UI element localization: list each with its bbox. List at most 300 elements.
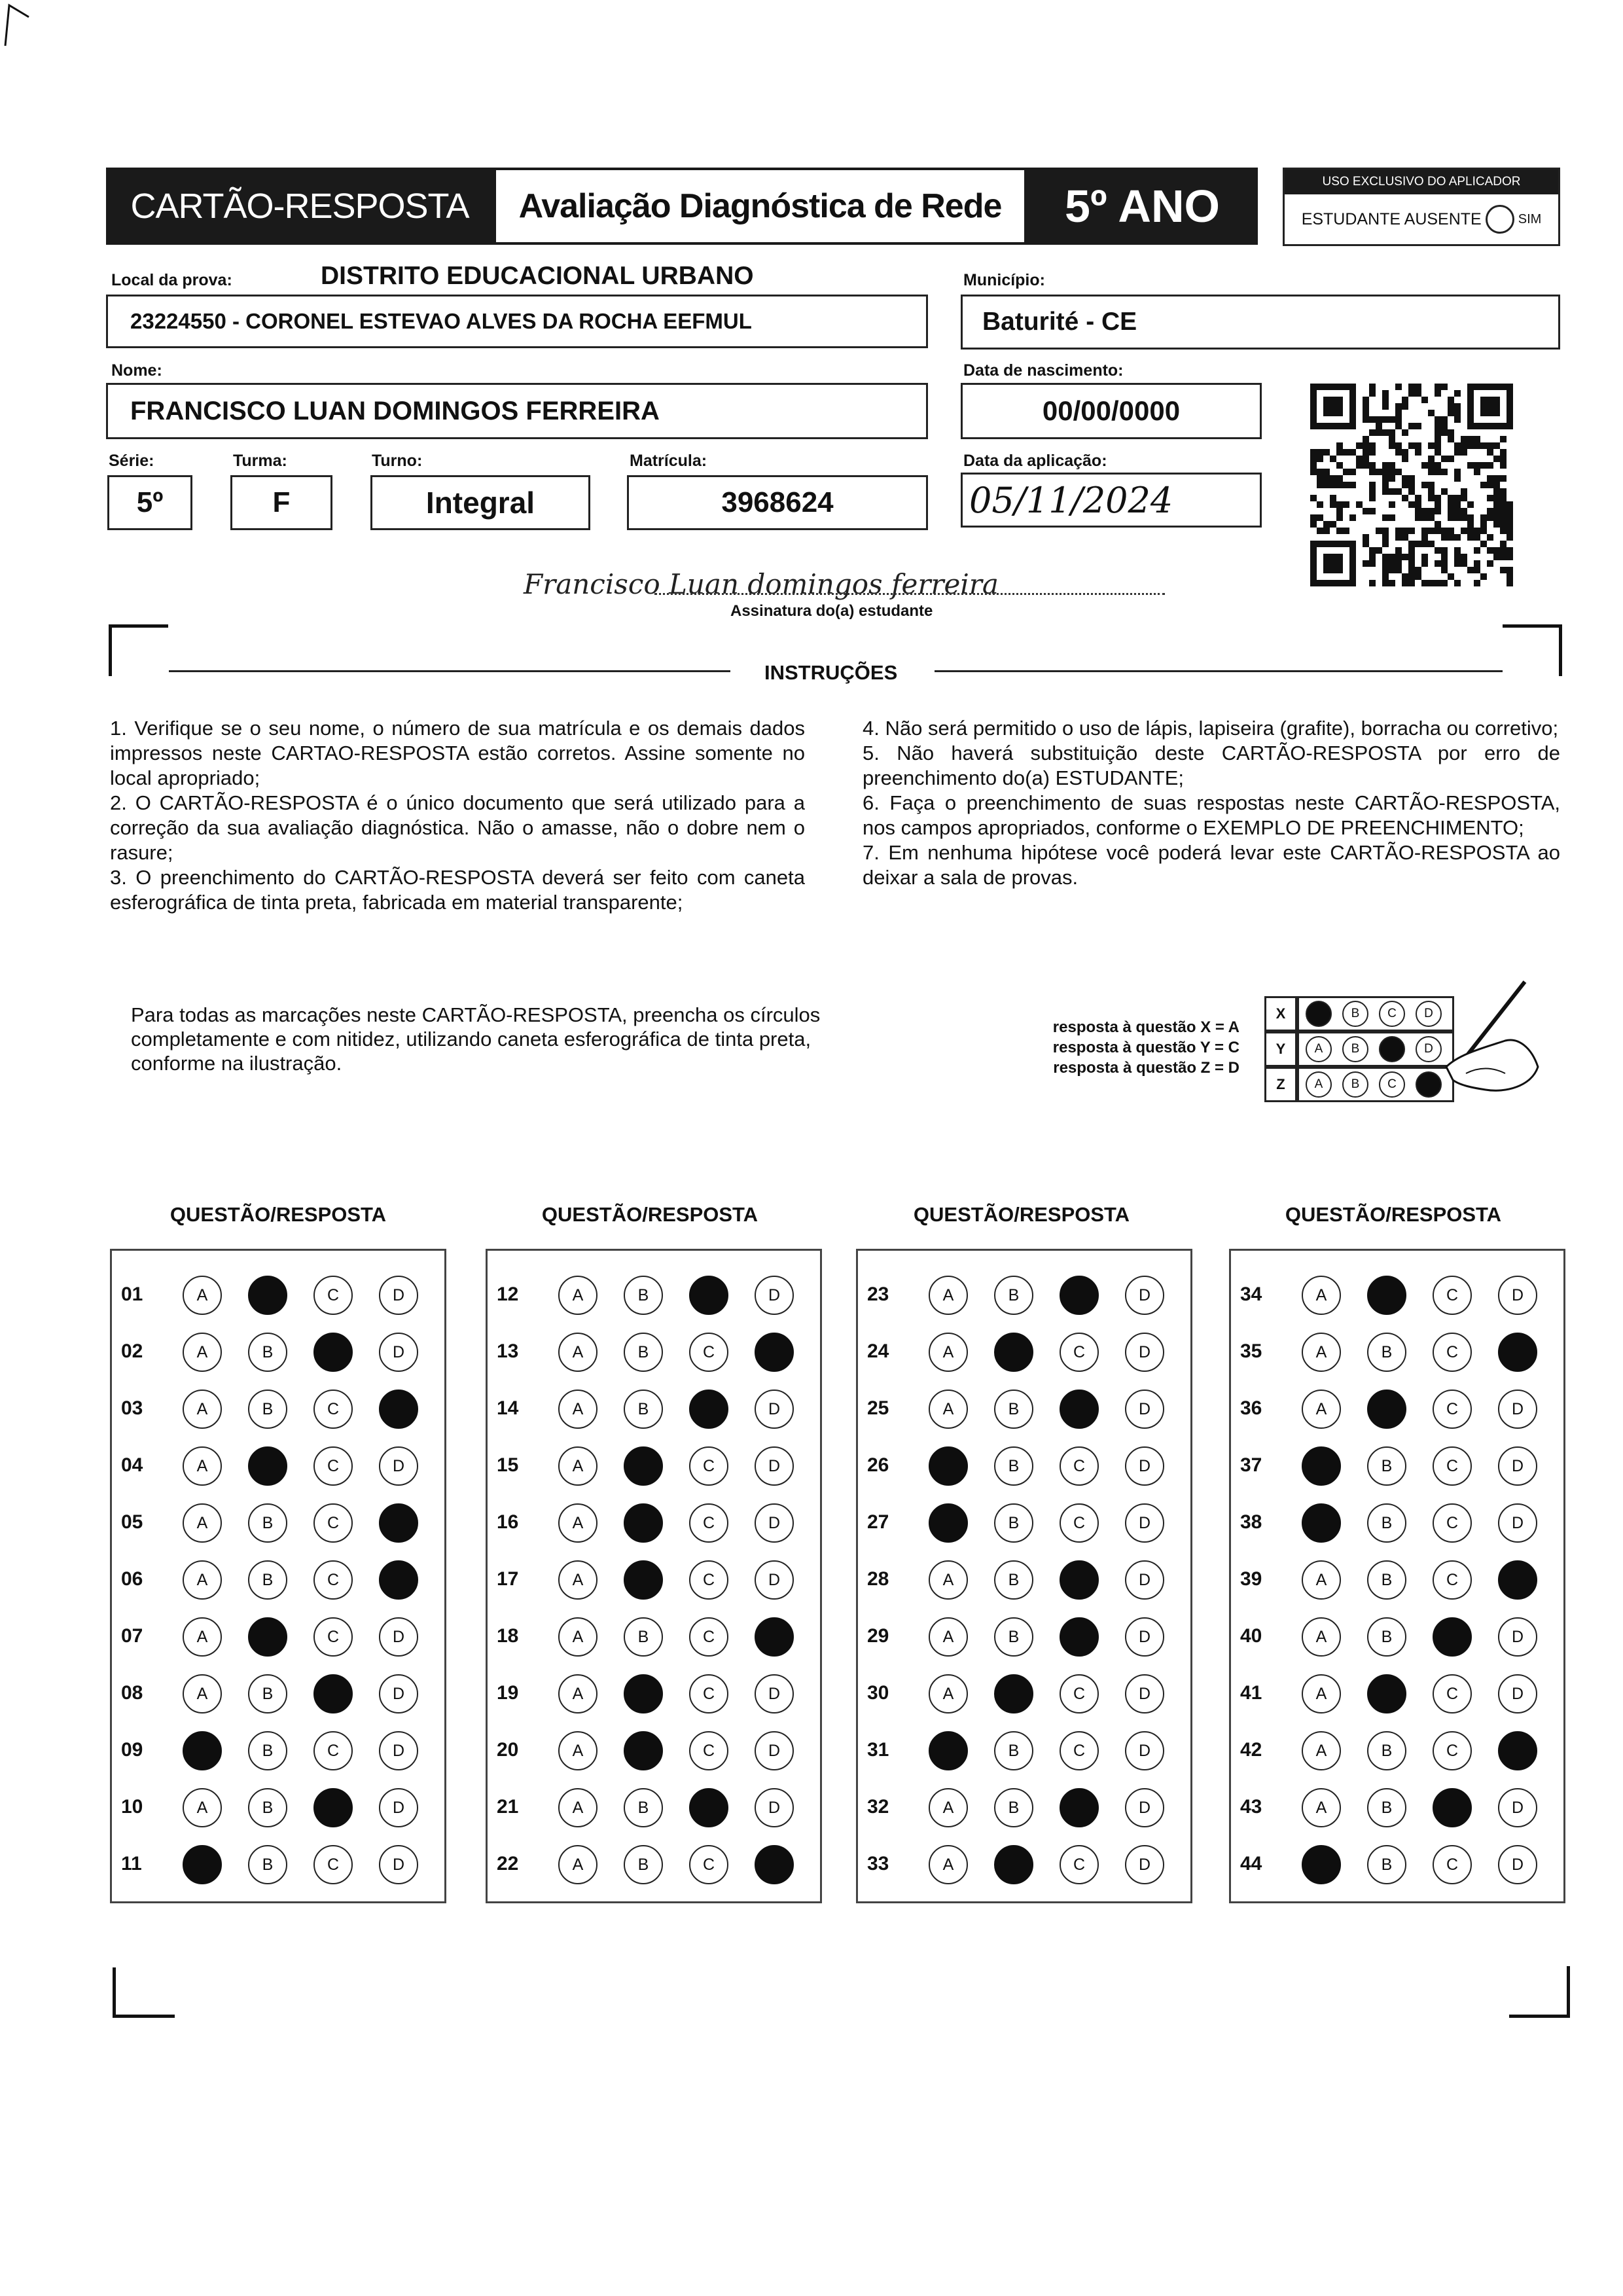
applicator-label: USO EXCLUSIVO DO APLICADOR bbox=[1285, 170, 1558, 194]
question-number: 32 bbox=[867, 1796, 889, 1818]
question-number: 09 bbox=[121, 1739, 143, 1761]
answer-bubble-c[interactable]: C bbox=[1433, 1390, 1472, 1429]
instructions-left bbox=[110, 716, 805, 915]
answer-bubble-b[interactable]: B bbox=[1367, 1617, 1406, 1657]
answer-bubble-a[interactable]: A bbox=[558, 1446, 597, 1486]
answer-bubble-d[interactable]: D bbox=[1125, 1503, 1164, 1543]
column-title: QUESTÃO/RESPOSTA bbox=[913, 1203, 1130, 1226]
answer-bubble-c[interactable]: C bbox=[1433, 1503, 1472, 1543]
answer-bubble-a[interactable]: A bbox=[183, 1390, 222, 1429]
answer-bubble-d[interactable]: D bbox=[1125, 1560, 1164, 1600]
example-bubble-c: C bbox=[1379, 1001, 1405, 1027]
answer-bubble-d[interactable]: D bbox=[1125, 1845, 1164, 1884]
answer-row bbox=[112, 1731, 448, 1770]
answer-bubble-a[interactable] bbox=[1302, 1503, 1341, 1543]
turma-label: Turma: bbox=[233, 452, 287, 470]
question-number: 44 bbox=[1240, 1853, 1262, 1874]
question-number: 15 bbox=[497, 1454, 519, 1476]
answer-row bbox=[488, 1276, 824, 1315]
answer-bubble-c[interactable]: C bbox=[313, 1503, 353, 1543]
answer-bubble-c[interactable]: C bbox=[689, 1674, 728, 1713]
answer-bubble-a[interactable] bbox=[183, 1845, 222, 1884]
answer-bubble-d[interactable]: D bbox=[379, 1617, 418, 1657]
answer-bubble-c[interactable]: C bbox=[313, 1560, 353, 1600]
example-bubble-b: B bbox=[1342, 1071, 1368, 1098]
corner-mark-top-left bbox=[109, 624, 168, 676]
example-legend-line: resposta à questão X = A bbox=[1052, 1018, 1240, 1036]
answer-bubble-b[interactable]: B bbox=[1367, 1731, 1406, 1770]
question-number: 43 bbox=[1240, 1796, 1262, 1818]
answer-row bbox=[112, 1503, 448, 1543]
answer-bubble-c[interactable] bbox=[1060, 1276, 1099, 1315]
answer-bubble-a[interactable]: A bbox=[558, 1390, 597, 1429]
answer-bubble-d[interactable]: D bbox=[755, 1560, 794, 1600]
question-number: 37 bbox=[1240, 1454, 1262, 1476]
answer-bubble-b[interactable] bbox=[624, 1446, 663, 1486]
absent-checkbox[interactable] bbox=[1486, 205, 1514, 234]
answer-bubble-c[interactable]: C bbox=[689, 1560, 728, 1600]
answer-bubble-d[interactable]: D bbox=[379, 1446, 418, 1486]
answer-bubble-d[interactable]: D bbox=[1498, 1617, 1537, 1657]
answer-bubble-c[interactable]: C bbox=[1433, 1333, 1472, 1372]
question-number: 19 bbox=[497, 1682, 519, 1704]
answer-bubble-a[interactable]: A bbox=[929, 1276, 968, 1315]
local-label: Local da prova: bbox=[111, 271, 232, 289]
example-bubble-d: D bbox=[1416, 1001, 1442, 1027]
instruction-item: 6. Faça o preenchimento de suas respostas neste CARTÃO-RESPOSTA, nos campos apropriados, conforme o EXEMPLO DE PREENCHIMENTO; bbox=[863, 791, 1560, 839]
answer-bubble-d[interactable]: D bbox=[1498, 1788, 1537, 1827]
example-legend-line: resposta à questão Y = C bbox=[1052, 1039, 1240, 1056]
answer-bubble-a[interactable]: A bbox=[929, 1845, 968, 1884]
answer-bubble-c[interactable] bbox=[1060, 1390, 1099, 1429]
example-grid bbox=[1264, 996, 1454, 1102]
answer-row bbox=[112, 1674, 448, 1713]
answer-bubble-a[interactable]: A bbox=[1302, 1674, 1341, 1713]
corner-mark-bottom-right bbox=[1509, 1966, 1570, 2018]
answer-row bbox=[488, 1674, 824, 1713]
aplicacao-label: Data da aplicação: bbox=[963, 452, 1107, 470]
answer-bubble-a[interactable]: A bbox=[558, 1503, 597, 1543]
answer-bubble-b[interactable] bbox=[624, 1731, 663, 1770]
answer-row bbox=[1231, 1617, 1567, 1657]
answer-row bbox=[1231, 1560, 1567, 1600]
answer-bubble-c[interactable] bbox=[1433, 1788, 1472, 1827]
answer-row bbox=[1231, 1845, 1567, 1884]
answer-bubble-c[interactable]: C bbox=[1433, 1560, 1472, 1600]
question-number: 42 bbox=[1240, 1739, 1262, 1761]
question-number: 23 bbox=[867, 1283, 889, 1305]
answer-bubble-c[interactable]: C bbox=[1433, 1731, 1472, 1770]
answer-bubble-a[interactable]: A bbox=[929, 1333, 968, 1372]
serie-label: Série: bbox=[109, 452, 154, 470]
answer-bubble-d[interactable]: D bbox=[755, 1788, 794, 1827]
absent-label: ESTUDANTE AUSENTE bbox=[1301, 209, 1482, 228]
answer-bubble-c[interactable]: C bbox=[313, 1845, 353, 1884]
answer-bubble-c[interactable] bbox=[1060, 1788, 1099, 1827]
answer-bubble-c[interactable]: C bbox=[313, 1276, 353, 1315]
answer-bubble-a[interactable] bbox=[929, 1446, 968, 1486]
answer-bubble-c[interactable]: C bbox=[1060, 1674, 1099, 1713]
question-number: 20 bbox=[497, 1739, 519, 1761]
signature-label: Assinatura do(a) estudante bbox=[730, 602, 933, 620]
answer-bubble-d[interactable] bbox=[379, 1390, 418, 1429]
local-field: 23224550 - CORONEL ESTEVAO ALVES DA ROCHA EEFMUL bbox=[106, 295, 928, 348]
answer-bubble-d[interactable]: D bbox=[755, 1276, 794, 1315]
answer-bubble-c[interactable]: C bbox=[313, 1446, 353, 1486]
answer-row bbox=[858, 1788, 1194, 1827]
answer-bubble-b[interactable] bbox=[994, 1333, 1033, 1372]
question-number: 02 bbox=[121, 1340, 143, 1362]
answer-row bbox=[488, 1788, 824, 1827]
answer-bubble-a[interactable]: A bbox=[558, 1731, 597, 1770]
answer-bubble-d[interactable]: D bbox=[1498, 1276, 1537, 1315]
answer-bubble-a[interactable] bbox=[929, 1731, 968, 1770]
answer-bubble-b[interactable] bbox=[994, 1845, 1033, 1884]
answer-bubble-b[interactable] bbox=[624, 1503, 663, 1543]
answer-bubble-c[interactable]: C bbox=[1433, 1674, 1472, 1713]
municipio-label: Município: bbox=[963, 271, 1045, 289]
answer-bubble-d[interactable]: D bbox=[1125, 1333, 1164, 1372]
nascimento-field: 00/00/0000 bbox=[961, 383, 1262, 439]
answer-row bbox=[1231, 1333, 1567, 1372]
example-bubble-b: B bbox=[1342, 1001, 1368, 1027]
answer-bubble-c[interactable] bbox=[1060, 1617, 1099, 1657]
answer-row bbox=[858, 1276, 1194, 1315]
answer-bubble-b[interactable]: B bbox=[248, 1333, 287, 1372]
example-legend bbox=[1026, 1017, 1240, 1078]
answer-bubble-a[interactable]: A bbox=[558, 1788, 597, 1827]
instruction-item: 3. O preenchimento do CARTÃO-RESPOSTA deverá ser feito com caneta esferográfica de tinta preta, fabricada em material transparente; bbox=[110, 866, 805, 914]
answer-bubble-d[interactable]: D bbox=[1125, 1674, 1164, 1713]
answer-bubble-d[interactable]: D bbox=[1125, 1617, 1164, 1657]
question-number: 35 bbox=[1240, 1340, 1262, 1362]
answer-bubble-b[interactable] bbox=[248, 1276, 287, 1315]
answer-bubble-d[interactable]: D bbox=[1498, 1390, 1537, 1429]
answer-bubble-d[interactable] bbox=[379, 1503, 418, 1543]
answer-bubble-a[interactable]: A bbox=[183, 1560, 222, 1600]
example-bubble-c bbox=[1379, 1036, 1405, 1062]
answer-bubble-d[interactable]: D bbox=[1125, 1788, 1164, 1827]
answer-bubble-a[interactable]: A bbox=[1302, 1333, 1341, 1372]
answer-bubble-d[interactable]: D bbox=[379, 1333, 418, 1372]
question-number: 03 bbox=[121, 1397, 143, 1419]
column-title: QUESTÃO/RESPOSTA bbox=[169, 1203, 387, 1226]
instructions-title: INSTRUÇÕES bbox=[764, 661, 898, 684]
answer-bubble-c[interactable] bbox=[313, 1674, 353, 1713]
answer-bubble-b[interactable] bbox=[624, 1674, 663, 1713]
answer-bubble-c[interactable]: C bbox=[313, 1731, 353, 1770]
answer-bubble-a[interactable]: A bbox=[183, 1674, 222, 1713]
answer-bubble-d[interactable]: D bbox=[1125, 1276, 1164, 1315]
answer-row bbox=[1231, 1446, 1567, 1486]
question-number: 41 bbox=[1240, 1682, 1262, 1704]
answer-bubble-b[interactable]: B bbox=[248, 1560, 287, 1600]
example-bubble-a bbox=[1306, 1001, 1332, 1027]
grade-title: 5º ANO bbox=[1027, 168, 1258, 245]
column-title: QUESTÃO/RESPOSTA bbox=[541, 1203, 758, 1226]
answer-bubble-d[interactable] bbox=[755, 1617, 794, 1657]
question-number: 14 bbox=[497, 1397, 519, 1419]
corner-mark-bottom-left bbox=[113, 1967, 175, 2018]
answer-row bbox=[488, 1503, 824, 1543]
answer-bubble-c[interactable]: C bbox=[1060, 1503, 1099, 1543]
answer-bubble-b[interactable]: B bbox=[248, 1503, 287, 1543]
question-number: 34 bbox=[1240, 1283, 1262, 1305]
nascimento-label: Data de nascimento: bbox=[963, 361, 1124, 380]
answer-bubble-d[interactable]: D bbox=[1125, 1446, 1164, 1486]
question-number: 04 bbox=[121, 1454, 143, 1476]
answer-bubble-b[interactable] bbox=[248, 1446, 287, 1486]
answer-bubble-d[interactable] bbox=[755, 1333, 794, 1372]
answer-column-4 bbox=[1229, 1249, 1565, 1903]
turno-field: Integral bbox=[370, 475, 590, 530]
answer-bubble-c[interactable]: C bbox=[1060, 1446, 1099, 1486]
answer-bubble-c[interactable] bbox=[1060, 1560, 1099, 1600]
instruction-item: 1. Verifique se o seu nome, o número de sua matrícula e os demais dados impressos neste CARTAO-RESPOSTA estão corretos. Assine somente no local apropriado; bbox=[110, 717, 805, 789]
answer-bubble-d[interactable]: D bbox=[379, 1674, 418, 1713]
answer-bubble-b[interactable]: B bbox=[624, 1617, 663, 1657]
answer-bubble-b[interactable] bbox=[248, 1617, 287, 1657]
answer-bubble-b[interactable]: B bbox=[1367, 1560, 1406, 1600]
answer-row bbox=[1231, 1731, 1567, 1770]
answer-bubble-b[interactable] bbox=[624, 1560, 663, 1600]
answer-bubble-c[interactable] bbox=[313, 1788, 353, 1827]
example-row-label: X bbox=[1264, 996, 1297, 1031]
answer-bubble-b[interactable]: B bbox=[994, 1276, 1033, 1315]
answer-bubble-c[interactable] bbox=[313, 1333, 353, 1372]
answer-bubble-d[interactable]: D bbox=[1498, 1845, 1537, 1884]
answer-bubble-a[interactable]: A bbox=[929, 1788, 968, 1827]
answer-bubble-c[interactable]: C bbox=[1433, 1446, 1472, 1486]
answer-bubble-c[interactable]: C bbox=[689, 1333, 728, 1372]
question-number: 29 bbox=[867, 1625, 889, 1647]
answer-row bbox=[112, 1276, 448, 1315]
question-number: 01 bbox=[121, 1283, 143, 1305]
answer-row bbox=[1231, 1788, 1567, 1827]
answer-bubble-b[interactable]: B bbox=[994, 1617, 1033, 1657]
answer-bubble-b[interactable]: B bbox=[248, 1845, 287, 1884]
answer-row bbox=[1231, 1276, 1567, 1315]
answer-bubble-b[interactable]: B bbox=[1367, 1446, 1406, 1486]
answer-bubble-c[interactable]: C bbox=[1060, 1333, 1099, 1372]
answer-bubble-c[interactable] bbox=[689, 1390, 728, 1429]
answer-bubble-d[interactable]: D bbox=[379, 1845, 418, 1884]
exam-title: Avaliação Diagnóstica de Rede bbox=[493, 168, 1027, 245]
answer-bubble-a[interactable]: A bbox=[183, 1333, 222, 1372]
answer-bubble-c[interactable]: C bbox=[689, 1617, 728, 1657]
answer-row bbox=[488, 1845, 824, 1884]
answer-bubble-a[interactable]: A bbox=[1302, 1560, 1341, 1600]
answer-bubble-c[interactable]: C bbox=[689, 1446, 728, 1486]
serie-field: 5º bbox=[107, 475, 192, 530]
answer-bubble-b[interactable]: B bbox=[248, 1731, 287, 1770]
answer-bubble-a[interactable] bbox=[929, 1503, 968, 1543]
answer-bubble-a[interactable]: A bbox=[558, 1617, 597, 1657]
question-number: 27 bbox=[867, 1511, 889, 1533]
answer-bubble-a[interactable]: A bbox=[1302, 1731, 1341, 1770]
answer-bubble-b[interactable]: B bbox=[1367, 1845, 1406, 1884]
answer-bubble-c[interactable] bbox=[1433, 1617, 1472, 1657]
answer-bubble-a[interactable]: A bbox=[1302, 1276, 1341, 1315]
question-number: 13 bbox=[497, 1340, 519, 1362]
answer-bubble-d[interactable]: D bbox=[755, 1731, 794, 1770]
answer-bubble-c[interactable]: C bbox=[313, 1617, 353, 1657]
corner-mark-top-right bbox=[1503, 624, 1562, 676]
nome-label: Nome: bbox=[111, 361, 162, 380]
sim-label: SIM bbox=[1518, 211, 1542, 226]
answer-bubble-a[interactable]: A bbox=[558, 1333, 597, 1372]
answer-bubble-d[interactable]: D bbox=[755, 1674, 794, 1713]
instruction-item: 2. O CARTÃO-RESPOSTA é o único documento que será utilizado para a correção da sua avaliação diagnóstica. Não o amasse, não o dobre nem o rasure; bbox=[110, 791, 805, 864]
answer-bubble-b[interactable]: B bbox=[994, 1788, 1033, 1827]
answer-bubble-b[interactable]: B bbox=[994, 1503, 1033, 1543]
answer-bubble-a[interactable] bbox=[1302, 1446, 1341, 1486]
answer-row bbox=[858, 1503, 1194, 1543]
question-number: 38 bbox=[1240, 1511, 1262, 1533]
answer-bubble-b[interactable]: B bbox=[994, 1446, 1033, 1486]
example-bubble-c: C bbox=[1379, 1071, 1405, 1098]
answer-row bbox=[112, 1788, 448, 1827]
answer-bubble-a[interactable]: A bbox=[1302, 1390, 1341, 1429]
example-bubble-a: A bbox=[1306, 1071, 1332, 1098]
question-number: 11 bbox=[121, 1853, 142, 1874]
answer-row bbox=[112, 1446, 448, 1486]
answer-bubble-d[interactable] bbox=[379, 1560, 418, 1600]
answer-row bbox=[488, 1731, 824, 1770]
answer-bubble-d[interactable] bbox=[1498, 1333, 1537, 1372]
question-number: 36 bbox=[1240, 1397, 1262, 1419]
answer-bubble-b[interactable] bbox=[1367, 1276, 1406, 1315]
question-number: 39 bbox=[1240, 1568, 1262, 1590]
column-title: QUESTÃO/RESPOSTA bbox=[1285, 1203, 1502, 1226]
answer-bubble-d[interactable]: D bbox=[1498, 1503, 1537, 1543]
answer-bubble-a[interactable]: A bbox=[1302, 1788, 1341, 1827]
answer-bubble-b[interactable]: B bbox=[1367, 1503, 1406, 1543]
pen-hand-icon bbox=[1427, 975, 1544, 1106]
answer-bubble-a[interactable]: A bbox=[1302, 1617, 1341, 1657]
instructions-right bbox=[863, 716, 1560, 890]
answer-bubble-b[interactable]: B bbox=[624, 1845, 663, 1884]
aplicacao-field: 05/11/2024 bbox=[961, 473, 1262, 528]
example-row-label: Y bbox=[1264, 1031, 1297, 1067]
answer-bubble-a[interactable]: A bbox=[183, 1503, 222, 1543]
question-number: 24 bbox=[867, 1340, 889, 1362]
instruction-item: 4. Não será permitido o uso de lápis, lapiseira (grafite), borracha ou corretivo; bbox=[863, 717, 1559, 740]
answer-bubble-a[interactable] bbox=[1302, 1845, 1341, 1884]
answer-bubble-a[interactable]: A bbox=[929, 1560, 968, 1600]
answer-bubble-c[interactable]: C bbox=[689, 1845, 728, 1884]
instruction-item: 7. Em nenhuma hipótese você poderá levar este CARTÃO-RESPOSTA ao deixar a sala de provas. bbox=[863, 841, 1560, 889]
answer-bubble-c[interactable]: C bbox=[689, 1731, 728, 1770]
answer-bubble-d[interactable]: D bbox=[755, 1446, 794, 1486]
answer-bubble-b[interactable] bbox=[994, 1674, 1033, 1713]
answer-bubble-a[interactable]: A bbox=[558, 1845, 597, 1884]
question-number: 16 bbox=[497, 1511, 519, 1533]
answer-bubble-b[interactable]: B bbox=[624, 1276, 663, 1315]
answer-bubble-d[interactable]: D bbox=[1125, 1731, 1164, 1770]
answer-bubble-b[interactable]: B bbox=[994, 1731, 1033, 1770]
answer-bubble-a[interactable]: A bbox=[183, 1617, 222, 1657]
answer-bubble-b[interactable]: B bbox=[624, 1333, 663, 1372]
answer-bubble-d[interactable]: D bbox=[1125, 1390, 1164, 1429]
answer-bubble-a[interactable]: A bbox=[183, 1446, 222, 1486]
question-number: 18 bbox=[497, 1625, 519, 1647]
answer-bubble-a[interactable]: A bbox=[929, 1617, 968, 1657]
answer-row bbox=[488, 1390, 824, 1429]
answer-bubble-c[interactable]: C bbox=[689, 1503, 728, 1543]
answer-bubble-d[interactable] bbox=[755, 1845, 794, 1884]
student-signature: Francisco Luan domingos ferreira bbox=[524, 568, 999, 600]
question-number: 05 bbox=[121, 1511, 143, 1533]
signature-line bbox=[654, 593, 1165, 595]
answer-bubble-d[interactable]: D bbox=[1498, 1446, 1537, 1486]
answer-row bbox=[858, 1560, 1194, 1600]
matricula-field: 3968624 bbox=[627, 475, 928, 530]
example-bubble-d: D bbox=[1416, 1036, 1442, 1062]
answer-row bbox=[488, 1560, 824, 1600]
answer-bubble-a[interactable]: A bbox=[929, 1390, 968, 1429]
matricula-label: Matrícula: bbox=[630, 452, 707, 470]
answer-bubble-a[interactable]: A bbox=[183, 1788, 222, 1827]
answer-bubble-d[interactable]: D bbox=[379, 1731, 418, 1770]
answer-bubble-a[interactable] bbox=[183, 1731, 222, 1770]
answer-bubble-b[interactable]: B bbox=[994, 1390, 1033, 1429]
answer-bubble-b[interactable]: B bbox=[1367, 1333, 1406, 1372]
answer-bubble-a[interactable]: A bbox=[183, 1276, 222, 1315]
answer-bubble-b[interactable]: B bbox=[1367, 1788, 1406, 1827]
instruction-item: 5. Não haverá substituição deste CARTÃO-RESPOSTA por erro de preenchimento do(a) ESTUDANTE; bbox=[863, 742, 1560, 789]
answer-bubble-d[interactable]: D bbox=[755, 1390, 794, 1429]
qr-code-icon bbox=[1310, 384, 1513, 586]
answer-bubble-d[interactable]: D bbox=[379, 1788, 418, 1827]
example-instructions: Para todas as marcações neste CARTÃO-RESPOSTA, preencha os círculos completamente e com nitidez, utilizando caneta esferográfica de tinta preta, conforme na ilustração. bbox=[131, 1003, 821, 1075]
answer-row bbox=[1231, 1674, 1567, 1713]
answer-bubble-c[interactable] bbox=[689, 1276, 728, 1315]
question-number: 07 bbox=[121, 1625, 143, 1647]
answer-bubble-c[interactable]: C bbox=[1433, 1276, 1472, 1315]
answer-bubble-c[interactable]: C bbox=[1060, 1731, 1099, 1770]
answer-bubble-a[interactable]: A bbox=[558, 1276, 597, 1315]
answer-bubble-d[interactable] bbox=[1498, 1731, 1537, 1770]
answer-bubble-d[interactable]: D bbox=[755, 1503, 794, 1543]
answer-bubble-b[interactable]: B bbox=[248, 1390, 287, 1429]
answer-bubble-a[interactable]: A bbox=[558, 1560, 597, 1600]
answer-bubble-d[interactable]: D bbox=[379, 1276, 418, 1315]
answer-bubble-d[interactable] bbox=[1498, 1560, 1537, 1600]
answer-bubble-b[interactable]: B bbox=[248, 1788, 287, 1827]
answer-bubble-c[interactable]: C bbox=[1060, 1845, 1099, 1884]
question-number: 28 bbox=[867, 1568, 889, 1590]
answer-bubble-d[interactable]: D bbox=[1498, 1674, 1537, 1713]
answer-bubble-c[interactable]: C bbox=[313, 1390, 353, 1429]
answer-bubble-a[interactable]: A bbox=[558, 1674, 597, 1713]
answer-bubble-b[interactable] bbox=[1367, 1390, 1406, 1429]
municipio-field: Baturité - CE bbox=[961, 295, 1560, 350]
answer-row bbox=[112, 1333, 448, 1372]
answer-bubble-b[interactable] bbox=[1367, 1674, 1406, 1713]
question-number: 17 bbox=[497, 1568, 519, 1590]
applicator-box bbox=[1283, 168, 1560, 246]
answer-bubble-b[interactable]: B bbox=[624, 1788, 663, 1827]
answer-bubble-b[interactable]: B bbox=[624, 1390, 663, 1429]
answer-row bbox=[1231, 1503, 1567, 1543]
answer-row bbox=[488, 1446, 824, 1486]
answer-bubble-c[interactable] bbox=[689, 1788, 728, 1827]
answer-bubble-a[interactable]: A bbox=[929, 1674, 968, 1713]
answer-bubble-b[interactable]: B bbox=[248, 1674, 287, 1713]
answer-bubble-c[interactable]: C bbox=[1433, 1845, 1472, 1884]
answer-bubble-b[interactable]: B bbox=[994, 1560, 1033, 1600]
